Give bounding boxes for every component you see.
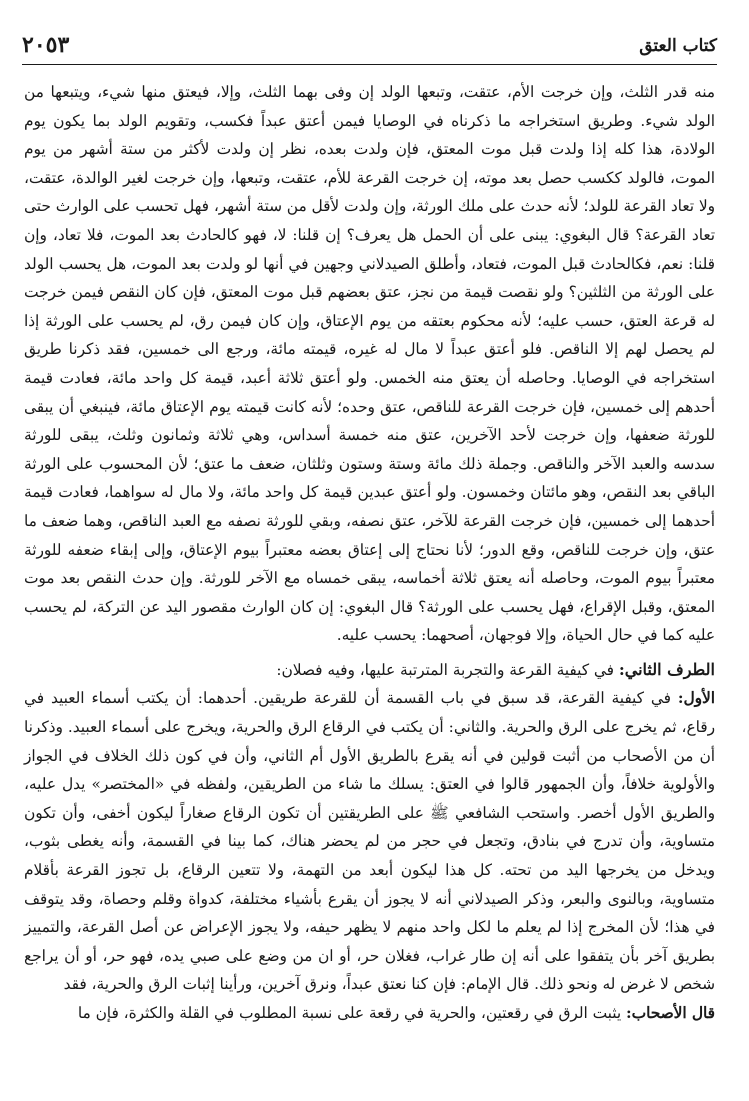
header-rule [22,64,717,65]
paragraph-continued-text: منه قدر الثلث، وإن خرجت الأم، عتقت، وتبعها الولد إن وفى بهما الثلث، وإلا، فيعتق منها شيء، ويتبعها من الولد شيء. وطريق استخراجه ما ذكرناه في الوصايا فيمن أعتق عبداً فكسب، وتقويم الولد بما يكون يوم الولادة، هذا كله إذا ولدت قبل موت المعتق، فإن ولدت بعده، نظر إن ولدت لأكثر من ستة أشهر من يوم الموت، فالولد ككسب حصل بعد موته، إن خرجت القرعة للأم، عتقت، وتبعها، وإن خرجت لغير الوالدة، عتقت، ولا تعاد القرعة للولد؛ لأنه حدث على ملك الورثة، وإن ولدت لأقل من ستة أشهر، فهل تحسب على الوارث حتى تعاد القرعة؟ قال البغوي: يبنى على أن الحمل هل يعرف؟ إن قلنا: لا، فهو كالحادث بعد الموت، فلا تعاد، وإن قلنا: نعم، فكالحادث قبل الموت، فتعاد، وأطلق الصيدلاني وجهين في أنها لو ولدت بعد الموت، هل يحسب الولد على الورثة من الثلثين؟ ولو نقصت قيمة من نجز، عتق بعضهم قبل موت المعتق، فإن كان النقص فيمن خرجت له قرعة العتق، حسب عليه؛ لأنه محكوم بعتقه من يوم الإعتاق، وإن كان فيمن رق، لم يحسب على الورثة إذا لم يحصل لهم إلا الناقص. فلو أعتق عبداً لا مال له غيره، قيمته مائة، ورجع الى خمسين، فقد ذكرنا طريق استخراجه في الوصايا. وحاصله أن يعتق منه الخمس. ولو أعتق ثلاثة أعبد، قيمة كل واحد مائة، فعادت قيمة أحدهم إلى خمسين، فإن خرجت القرعة للناقص، عتق وحده؛ لأنه كانت قيمته يوم الإعتاق مائة، فينبغي أن يبقى للورثة ضعفها، وإن خرجت لأحد الآخرين، عتق منه خمسة أسداس، وهي ثلاثة وثمانون وثلث، يبقى للورثة سدسه والعبد الآخر والناقص. وجملة ذلك مائة وستة وستون وثلثان، ضعف ما عتق؛ لأن المحسوب على الورثة الباقي بعد النقص، وهو مائتان وخمسون. ولو أعتق عبدين قيمة كل واحد مائة، ولا مال له سواهما، فعادت قيمة أحدهما إلى خمسين، فإن خرجت القرعة للآخر، عتق نصفه، وبقي للورثة نصفه مع العبد الناقص، وهما ضعف ما عتق، وإن خرجت للناقص، وقع الدور؛ لأنا نحتاج إلى إعتاق بعضه معتبراً بيوم الإعتاق، وإلى إبقاء ضعفه للورثة معتبراً بيوم الموت، وحاصله أنه يعتق ثلاثة أخماسه، يبقى خمساه مع الآخر للورثة. وإن حدث النقص بعد موت المعتق، وقبل الإقراع، فهل يحسب على الورثة؟ قال البغوي: إن كان الوارث مقصور اليد عن التركة، لم يحسب عليه كما في حال الحياة، وإلا فوجهان، أصحهما: يحسب عليه. [24,83,715,645]
section-heading-paragraph [24,656,715,685]
companions-label: قال الأصحاب: [626,1004,715,1022]
companions-text: يثبت الرق في رقعتين، والحرية في رقعة على نسبة المطلوب في القلة والكثرة، فإن ما [77,1004,622,1022]
paragraph-companions [24,999,715,1028]
section-heading-label: الطرف الثاني: [618,659,715,679]
page-number: ٢٠٥٣ [22,32,70,58]
section-heading-title: في كيفية القرعة والتجربة المترتبة عليها، وفيه فصلان: [276,660,614,679]
running-title: كتاب العتق [639,36,717,56]
chapter-body-text: في كيفية القرعة، قد سبق في باب القسمة أن للقرعة طريقين. أحدهما: أن يكتب أسماء العبيد في رقاع، ثم يخرج على الرق والحرية. والثاني: أن يكتب في الرقاع الرق والحرية، ويخرج على أسماء العبيد. وذكرنا أن من الأصحاب من أثبت قولين في أنه يقرع بالطريق الأول أم الثاني، وأن في كون ذلك الخلاف في الجواز والأولوية خلافاً، وأن الجمهور قالوا في العتق: يسلك ما شاء من الطريقين، ولفظه في «المختصر» يدل عليه، والطريق الأول أخصر. واستحب الشافعي ﷺ على الطريقتين أن تكون الرقاع صغاراً ليكون أخفى، وأن تكون متساوية، وأن تدرج في بنادق، وتجعل في حجر من لم يحضر هناك، كما بينا في القسمة، وأنه يغطى بثوب، ويدخل من يخرجها اليد من تحته. كل هذا ليكون أبعد من التهمة، ولا تتعين الرقاع، بل تجوز القرعة بأقلام متساوية، وبالنوى والبعر، وذكر الصيدلاني أنه لا يجوز أن يقرع بأشياء مختلفة، كدواة وقلم وحصاة، وقد يتوقف في هذا؛ لأن المخرج إذا لم يعلم ما لكل واحد منهم لا يظهر حيفه، ولا يجوز الإعراض عن أصل القرعة، والتمييز بطريق آخر بأن يتفقوا على أنه إن طار غراب، فغلان حر، أو ان من وضع على صبي يده، فهو حر، أو أن يراجع شخص لا غرض له ونحو ذلك. قال الإمام: فإن كنا نعتق عبداً، ونرق آخرين، ورأينا إثبات الرق والحرية، فقد [24,689,715,994]
page-header [22,30,717,60]
paragraph-first-chapter [24,684,715,999]
page-body [24,78,715,1093]
chapter-heading-label: الأول: [677,689,715,708]
